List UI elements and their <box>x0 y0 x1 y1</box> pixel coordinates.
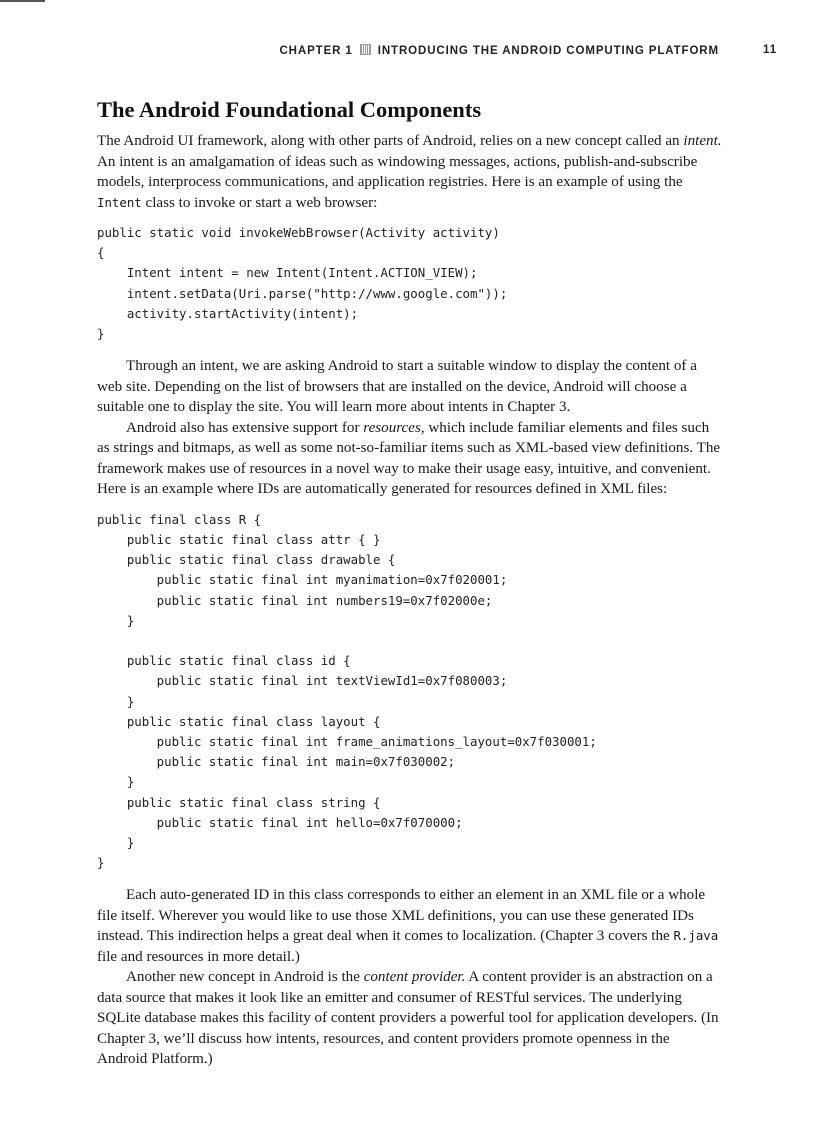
chapter-label: CHAPTER 1 <box>279 45 353 57</box>
text-run: file and resources in more detail.) <box>97 948 300 965</box>
emphasis-resources: resources, <box>363 419 425 436</box>
separator-icon <box>360 44 371 55</box>
code-block-invoke-browser: public static void invokeWebBrowser(Activity activity) { Intent intent = new Intent(Intent.ACTION_VIEW); intent.setData(Uri.parse("http://www.google.com")); activity.startActivity(intent); } <box>97 225 508 342</box>
page-content <box>97 95 722 1070</box>
page-number: 11 <box>763 44 777 56</box>
code-block-r-class: public final class R { public static final class attr { } public static final class drawable { public static final int myanimation=0x7f020001; public static final int numbers19=0x7f02000e; } public static final class id { public static final int textViewId1=0x7f080003; } public static final class layout { public static final int frame_animations_layout=0x7f030001; public static final int main=0x7f030002; } public static final class string { public static final int hello=0x7f070000; } } <box>97 511 597 871</box>
paragraph-generated-ids <box>97 885 722 967</box>
emphasis-intent: intent. <box>683 133 722 149</box>
text-run: An intent is an amalgamation of ideas such as windowing messages, actions, publish-and-subscribe models, interprocess communications, and application registries. Here is an example of using the <box>97 153 698 190</box>
emphasis-content-provider: content provider. <box>363 969 466 986</box>
paragraph-resources <box>97 418 722 500</box>
corner-rule <box>0 0 45 2</box>
inline-code-r-java: R.java <box>673 928 719 944</box>
text-run: class to invoke or start a web browser: <box>141 194 378 211</box>
text-run: The Android UI framework, along with other parts of Android, relies on a new concept called an <box>97 133 684 149</box>
running-head <box>97 42 777 60</box>
paragraph-intent-intro <box>97 131 722 213</box>
text-run: Another new concept in Android is the <box>126 969 364 986</box>
text-run: A content provider is an abstraction on a data source that makes it look like an emitter and consumer of RESTful services. The underlying SQLite database makes this facility of content providers a powerful tool for application developers. (In Chapter 3, we’ll discuss how intents, resources, and content providers promote openness in the Android Platform.) <box>97 969 719 1068</box>
paragraph-content-provider <box>97 967 722 1070</box>
text-run: which include familiar elements and files such as strings and bitmaps, as well as some not-so-familiar items such as XML-based view definitions. The framework makes use of resources in a novel way to make their usage easy, intuitive, and convenient. Here is an example where IDs are automatically generated for resources defined in XML files: <box>97 419 721 498</box>
running-head-title <box>279 44 719 57</box>
inline-code-intent: Intent <box>97 194 142 210</box>
text-run: Each auto-generated ID in this class corresponds to either an element in an XML file or a whole file itself. Wherever you would like to use those XML definitions, you can use these generated IDs instead. This indirection helps a great deal when it comes to localization. (Chapter 3 covers the <box>97 887 706 945</box>
section-heading: The Android Foundational Components <box>97 97 482 122</box>
paragraph-intent-explanation: Through an intent, we are asking Android to start a suitable window to display the content of a web site. Depending on the list of browsers that are installed on the device, Android will choose a suitable one to display the site. You will learn more about intents in Chapter 3. <box>97 358 697 416</box>
text-run: Android also has extensive support for <box>126 419 364 436</box>
chapter-title: INTRODUCING THE ANDROID COMPUTING PLATFORM <box>377 45 719 57</box>
